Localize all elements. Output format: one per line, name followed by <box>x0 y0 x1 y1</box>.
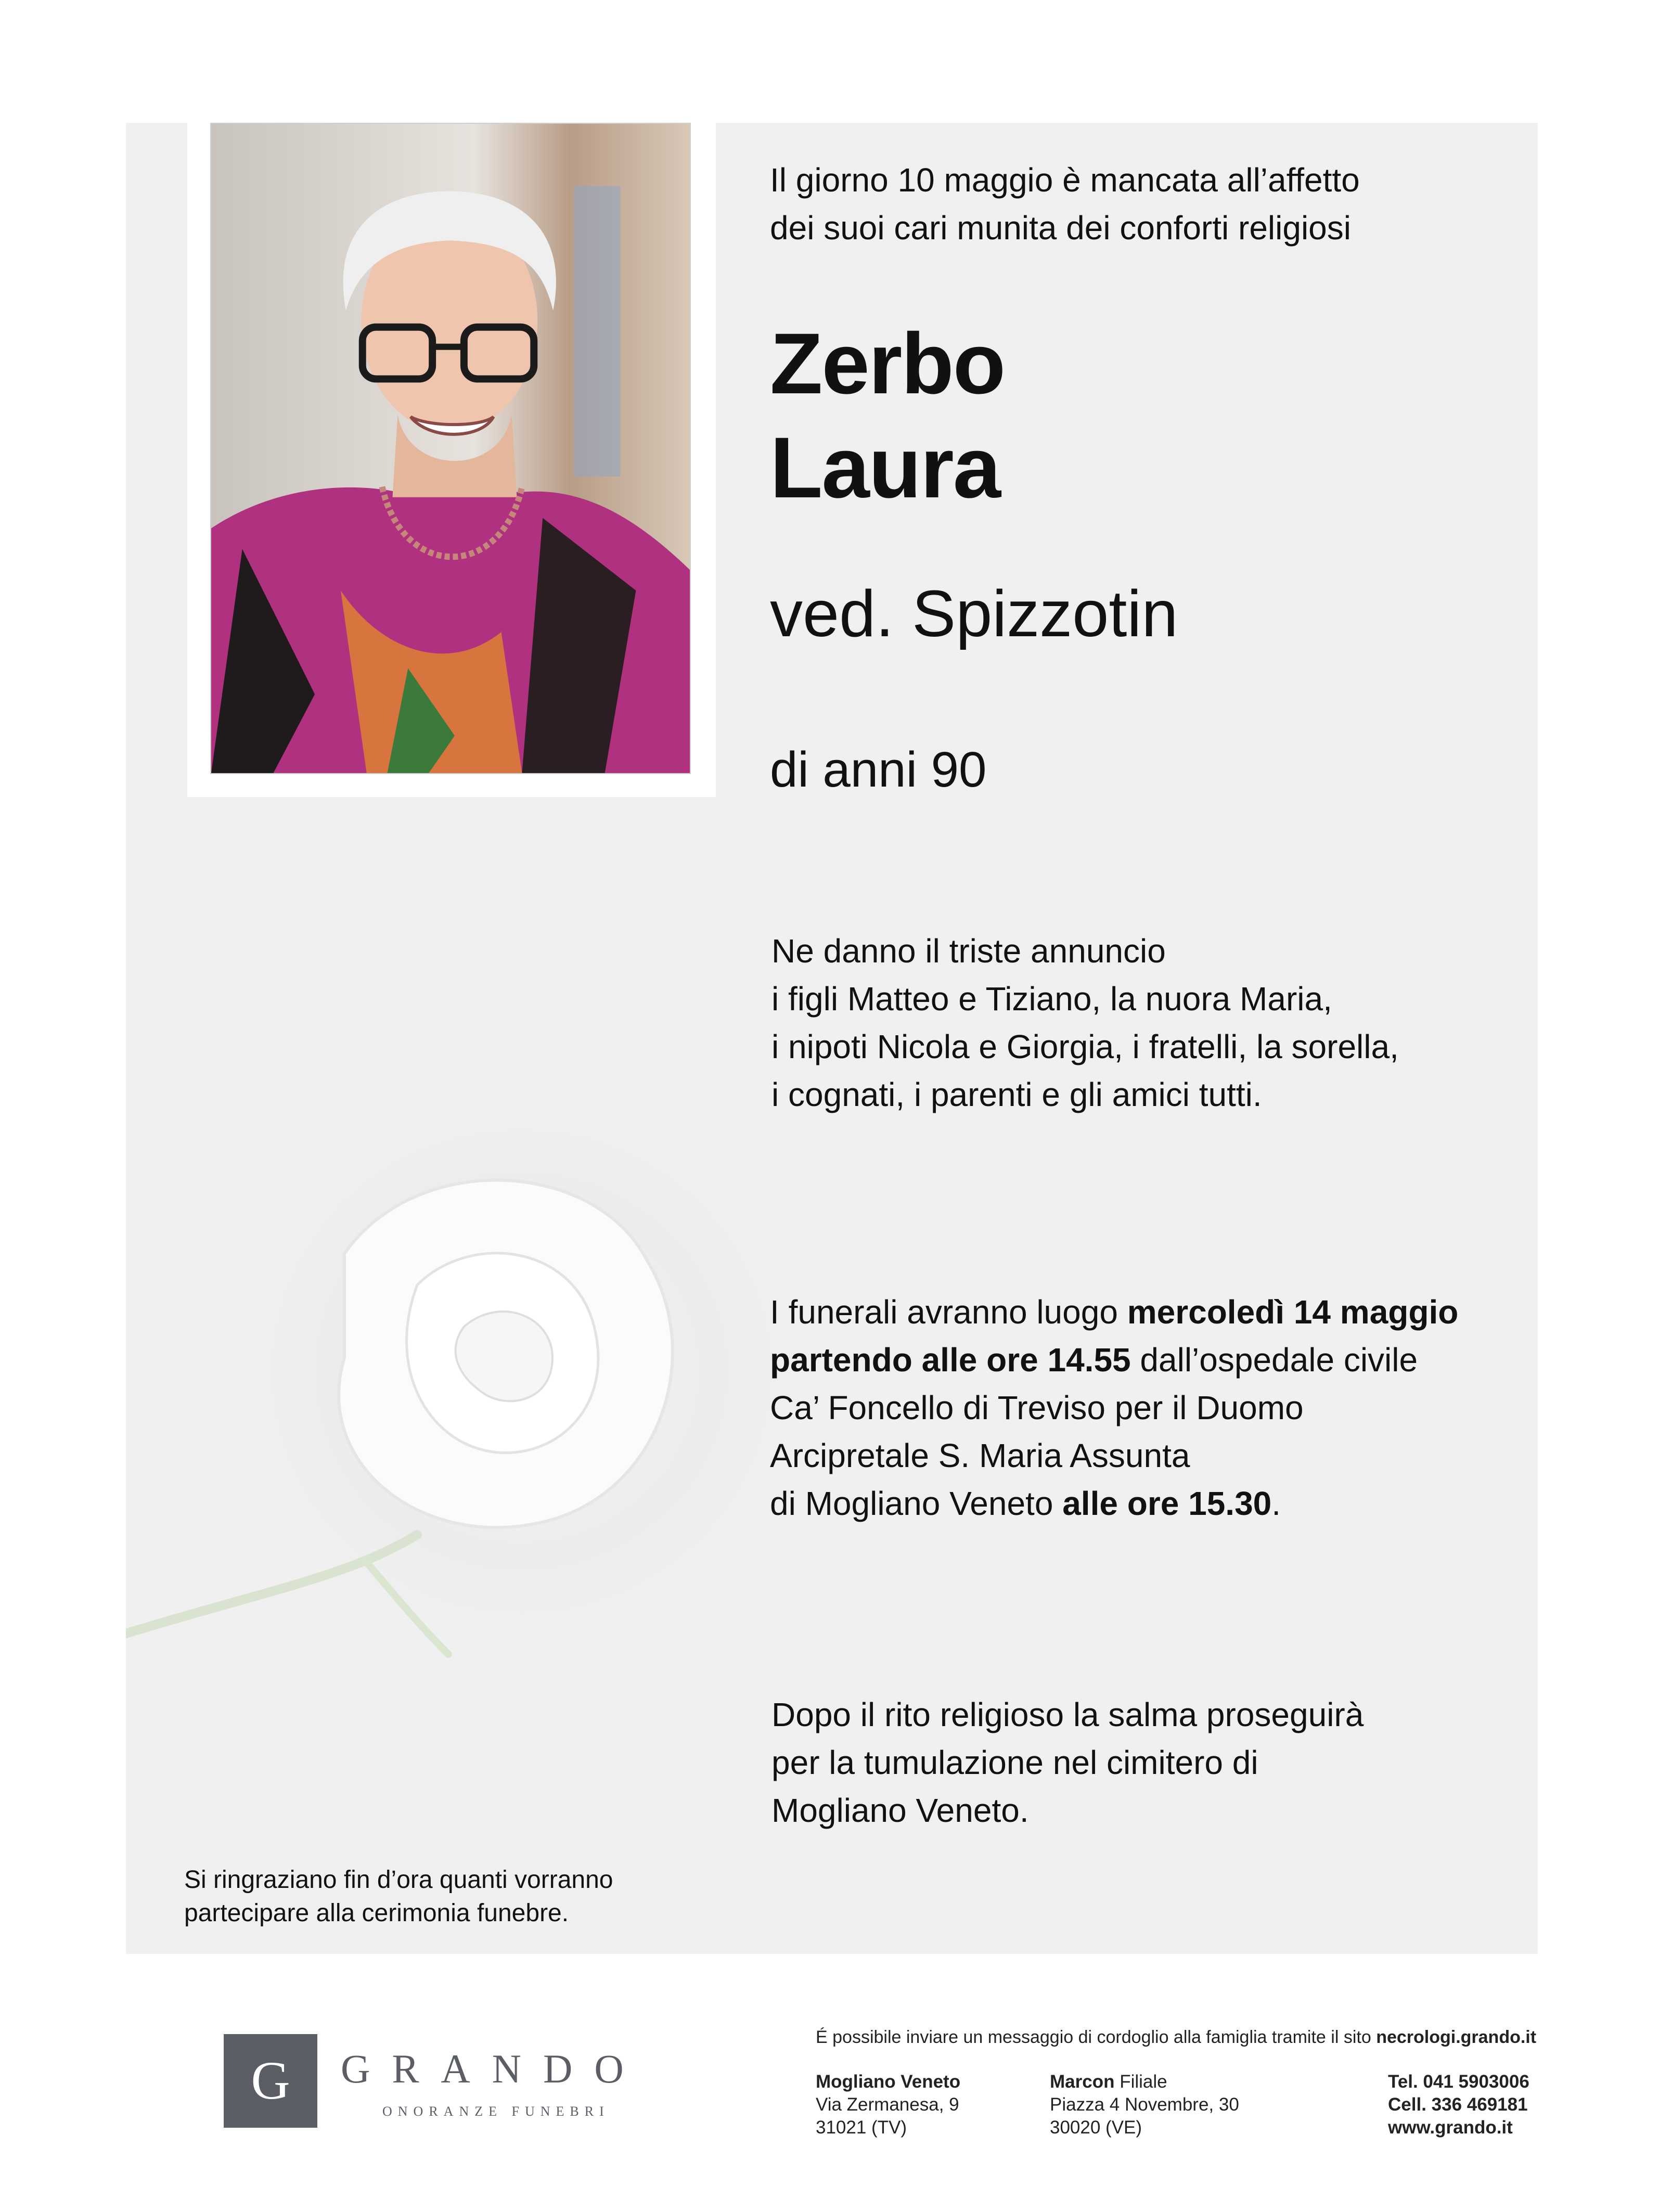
funeral-departure-time: partendo alle ore 14.55 <box>770 1341 1131 1379</box>
announce-line: i cognati, i parenti e gli amici tutti. <box>771 1076 1262 1113</box>
office-zip: 30020 (VE) <box>1050 2117 1142 2138</box>
office-mogliano <box>816 2070 960 2139</box>
intro-line: Il giorno 10 maggio è mancata all’affetto <box>770 161 1360 199</box>
office-marcon <box>1050 2070 1239 2139</box>
funeral-line: Arcipretale S. Maria Assunta <box>770 1437 1190 1474</box>
deceased-portrait <box>210 123 691 774</box>
announce-line: i figli Matteo e Tiziano, la nuora Maria, <box>771 980 1332 1018</box>
cell-number[interactable]: Cell. 336 469181 <box>1388 2094 1528 2115</box>
website-link[interactable]: www.grando.it <box>1388 2117 1513 2138</box>
funeral-line <box>770 1336 1458 1384</box>
office-zip: 31021 (TV) <box>816 2117 907 2138</box>
condolence-message <box>816 2026 1536 2049</box>
grando-logo-mark: G <box>224 2034 317 2128</box>
office-city: Mogliano Veneto <box>816 2072 961 2092</box>
funeral-text: I funerali avranno luogo <box>770 1293 1127 1331</box>
grando-logo-subtitle: ONORANZE FUNEBRI <box>382 2104 610 2119</box>
office-type: Filiale <box>1114 2072 1167 2092</box>
office-street: Via Zermanesa, 9 <box>816 2094 959 2115</box>
announce-line: Ne danno il triste annuncio <box>771 932 1166 970</box>
burial-line: Dopo il rito religioso la salma proseguirà <box>771 1696 1364 1733</box>
condolence-text: É possibile inviare un messaggio di cordoglio alla famiglia tramite il sito <box>816 2027 1377 2047</box>
condolence-site-link[interactable]: necrologi.grando.it <box>1376 2027 1537 2047</box>
white-rose-image <box>126 1035 854 1764</box>
funeral-line: Ca’ Foncello di Treviso per il Duomo <box>770 1389 1304 1426</box>
announcement <box>771 927 1399 1118</box>
grando-logo-word: GRANDO <box>341 2046 646 2091</box>
first-name: Laura <box>770 420 1000 516</box>
intro-line: dei suoi cari munita dei conforti religiosi <box>770 209 1351 247</box>
surname: Zerbo <box>770 316 1005 412</box>
thanks-line: partecipare alla cerimonia funebre. <box>184 1899 569 1927</box>
age-text: di anni 90 <box>770 742 987 798</box>
burial-details <box>771 1691 1364 1834</box>
thanks-note <box>184 1863 613 1930</box>
intro-text <box>770 156 1360 252</box>
funeral-line <box>770 1288 1458 1336</box>
burial-line: per la tumulazione nel cimitero di <box>771 1744 1258 1781</box>
burial-line: Mogliano Veneto. <box>771 1792 1029 1829</box>
funeral-details <box>770 1288 1458 1527</box>
funeral-text: . <box>1271 1485 1281 1522</box>
deceased-name <box>770 312 1005 520</box>
portrait-frame <box>187 123 716 797</box>
office-street: Piazza 4 Novembre, 30 <box>1050 2094 1239 2115</box>
thanks-line: Si ringraziano fin d’ora quanti vorranno <box>184 1866 613 1894</box>
widow-of: ved. Spizzotin <box>770 577 1178 650</box>
announce-line: i nipoti Nicola e Giorgia, i fratelli, la sorella, <box>771 1028 1399 1065</box>
funeral-text: dall’ospedale civile <box>1130 1341 1418 1379</box>
funeral-mass-time: alle ore 15.30 <box>1062 1485 1272 1522</box>
funeral-date: mercoledì 14 maggio <box>1127 1293 1459 1331</box>
funeral-text: di Mogliano Veneto <box>770 1485 1063 1522</box>
office-title <box>1050 2070 1239 2093</box>
office-city: Marcon <box>1050 2072 1115 2092</box>
contacts <box>1388 2070 1529 2139</box>
phone-number[interactable]: Tel. 041 5903006 <box>1388 2072 1529 2092</box>
funeral-line <box>770 1480 1458 1527</box>
